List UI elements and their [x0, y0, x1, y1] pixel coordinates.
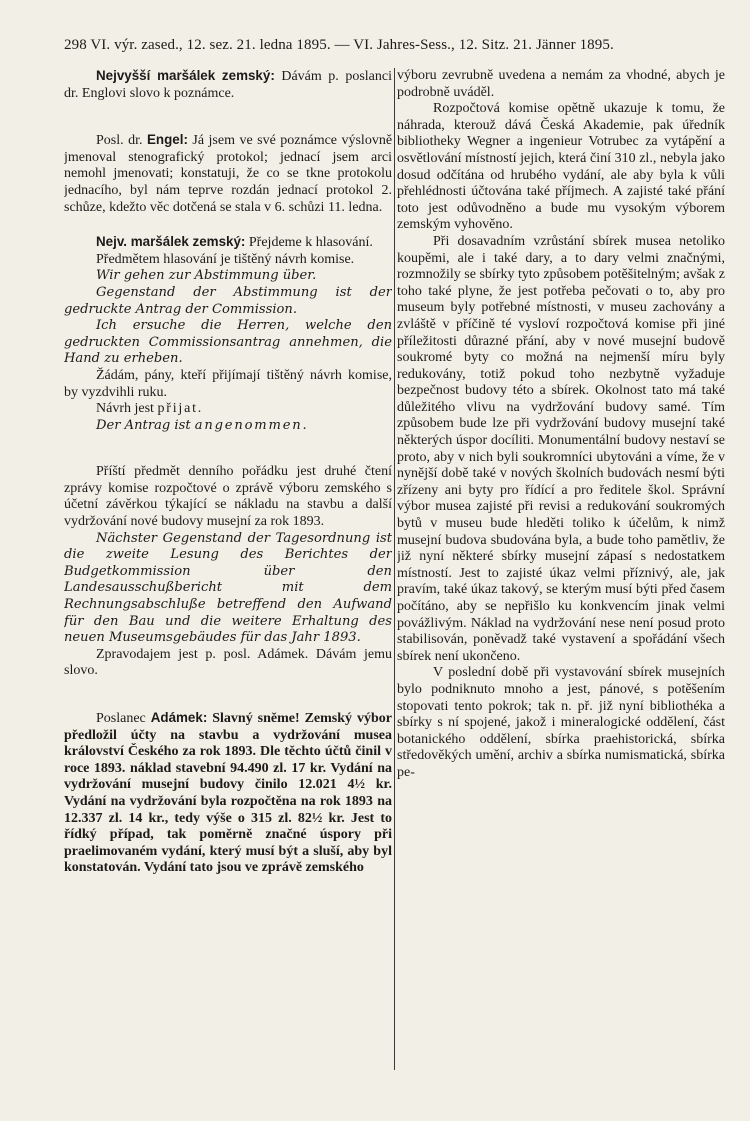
right-column	[397, 68, 725, 782]
paragraph-agenda-german: Nächster Gegenstand der Tagesordnung ist die zweite Lesung des Berichtes der Budgetkommission über den Landesausschußbericht mit dem Rechnungsabschluße betreffend den Aufwand für den Bau und die weitere Erhaltung des neuen Museumsgebäudes für das Jahr 1893.	[64, 530, 392, 646]
paragraph-marshal-2	[64, 234, 392, 252]
speaker-adamek: Adámek:	[150, 710, 208, 725]
result-czech-prefix: Návrh jest	[96, 401, 154, 417]
speech-marshal-2: Přejdeme k hlasování.	[248, 235, 373, 251]
speaker-marshal-1: Nejvyšší maršálek zemský:	[96, 68, 275, 83]
paragraph-engel	[64, 132, 392, 216]
paragraph-adamek	[64, 710, 392, 877]
paragraph-right-2: Rozpočtová komise opětně ukazuje k tomu, že náhrada, kterouž dává Česká Akademie, pak úředník bibliotheky Wegner a ingenieur Votrubec za vytápění a osvětlování místností jejich, která činí 310 zl., nebyla jako dosud odčítána od hrubého vydání, ale aby byla k vůli přehlédnosti účtována také příjmech. A zajisté také přání toto jest odůvodněno a bude mu vysokým výborem zemským vyhověno.	[397, 101, 725, 233]
paragraph-right-1: výboru zevrubně uvedena a nemám za vhodné, abych je podrobně uváděl.	[397, 68, 725, 100]
speaker-marshal-2: Nejv. maršálek zemský:	[96, 234, 246, 250]
paragraph-right-3: Při dosavadním vzrůstání sbírek musea netoliko koupěmi, ale i také dary, a to dary velmi značnými, rozmnožily se sbírky tyto způsobem potěšitelným; avšak z toho také plyne, že jest potřeba pečovati o to, aby pro museum byly potřebné místnosti, v museu zachovány a zvláště v příčině té vysloví rozpočtová komise při jiné příležitosti důrazné přání, aby v nové musejní budově soukromé byty co možná na nejmenší míru byly redukovány, totiž pokud toho nezbytně vyžaduje bezpečnost budovy této a sbírek. Okolnost tato má také důležitého vlivu na vydržování budovy samé. Tím způsobem bude lze při vydržování budovy musejní také některých úspor docíliti. Monumentální budovy nestaví se proto, aby v nich byli soukromníci ubytováni a víme, že v nynější době také v nových školních budovách nesmí býti zřízeny ani byty pro řídící a pro ředitele škol. Správní výbor musea zajisté při revisi a redukování soukromých bytů v museu bude hleděti tolikо k účelům, k nimž musejní budova sbudována byla, a bude toho pamětliv, že již nyní některé sbírky musejní zápasí s nedostatkem místností. Jest to zajisté úkaz velmi příznivý, ale, jak pravím, také úkaz takový, se kterým musí býti před časem počítáno, aby se nepřišlo ku konkvencím jinak velmi povážlivým. Náklad na vydržování nese není posud proto stabilisován, poněvadž také vystavení a spořádání všech sbírek není ukončeno.	[397, 233, 725, 664]
result-german-prefix: Der Antrag ist	[96, 417, 191, 433]
paragraph-vote-subject: Předmětem hlasování je tištěný návrh komise.	[96, 251, 355, 267]
paragraph-result-german	[64, 418, 392, 435]
paragraph-result-czech	[64, 401, 392, 418]
page-header: 298 VI. výr. zased., 12. sez. 21. ledna 1895. — VI. Jahres-Sess., 12. Sitz. 21. Jänner 1895.	[64, 37, 614, 53]
paragraph-marshal-1	[64, 68, 392, 102]
paragraph-rapporteur: Zpravodajem jest p. posl. Adámek. Dávám jemu slovo.	[64, 646, 392, 679]
paragraph-vote-german-2: Gegenstand der Abstimmung ist der gedruckte Antrag der Commission.	[64, 284, 392, 317]
speech-engel: Já jsem ve své poznámce výslovně jmenoval stenografický protokol; jednací jsem arci nemohl jmenovati; konstatuji, že co se tkne protokolu jednacího, byl nám teprve rozdán jednací protokol 2. schůze, kdežto věc dotčená se stala v 6. schůzi 11. ledna.	[64, 133, 392, 215]
left-column	[64, 68, 392, 877]
column-divider	[394, 68, 395, 1070]
speaker-prefix-adamek: Poslanec	[96, 711, 146, 726]
paragraph-agenda-czech: Příští předmět denního pořádku jest druhé čtení zprávy komise rozpočtové o zprávě výboru zemského s účetní závěrkou týkající se nákladu na stavbu a další vydržování nové budovy musejní za rok 1893.	[64, 464, 392, 530]
speaker-engel: Engel:	[146, 132, 188, 148]
speaker-prefix-engel: Posl. dr.	[96, 133, 143, 149]
paragraph-right-4: V poslední době při vystavování sbírek musejních bylo podniknuto mnoho a jest, pánové, s potěšením stopovati tento pokrok; tak n. př. již nyní bibliothéka a sbírky s ní spojené, jakož i mineralogické oddělení, část botanického oddělení, sbírka praehistorická, sbírka středověkých umění, archiv a sbírka numismatická, sbírka pe-	[397, 665, 725, 780]
paragraph-vote-german-3: Ich ersuche die Herren, welche den gedruckten Commissionsantrag annehmen, die Hand zu erheben.	[64, 318, 392, 367]
result-czech-spaced: přijat.	[157, 401, 204, 417]
paragraph-vote-czech: Žádám, pány, kteří přijímají tištěný návrh komise, by vyzdvihli ruku.	[64, 367, 392, 400]
paragraph-vote-german-1: Wir gehen zur Abstimmung über.	[96, 268, 317, 284]
speech-adamek: Slavný sněme! Zemský výbor předložil účty na stavbu a vydržování musea království Českého za rok 1893. Dle těchto účtů činil v roce 1893. náklad stavební 94.490 zl. 17 kr. Vydání na vydržování musejní budovy činilo 12.021 4½ kr. Vydání na vydržování byla rozpočtěna na rok 1893 na 12.337 zl. 14 kr., tedy výše o 315 zl. 82½ kr. Jest to řídký případ, tak poměrně značné úspory při praelimovaném vydání, který musí být a sluší, aby byl konstatován. Vydání tato jsou ve zprávě zemského	[64, 711, 392, 876]
result-german-spaced: angenommen.	[194, 417, 309, 433]
speech-marshal-1: Dávám p. poslanci dr. Englovi slovo k poznámce.	[64, 69, 392, 101]
